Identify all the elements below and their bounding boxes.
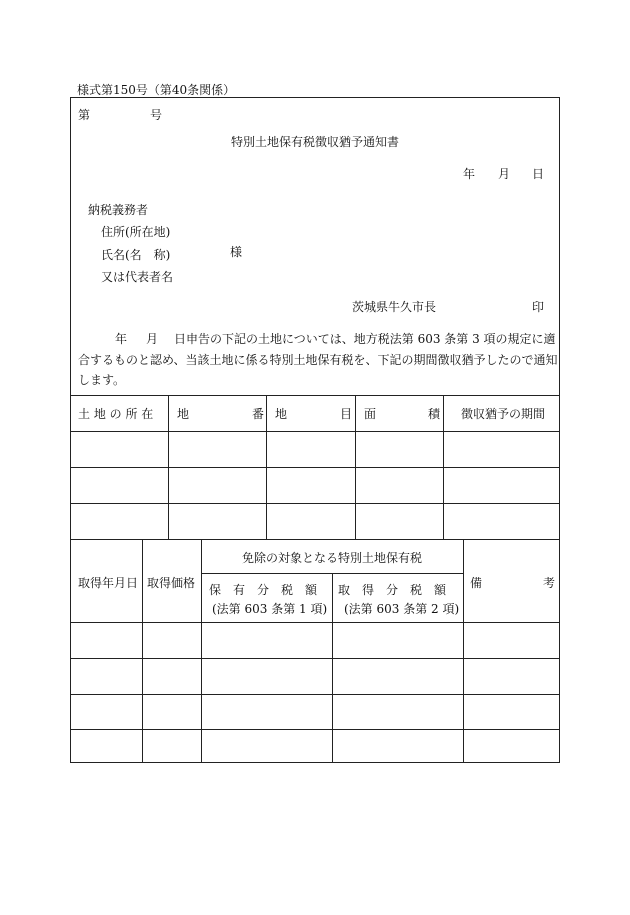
tax-table-row-border [70,729,560,730]
tax-table-col-border [332,573,333,763]
land-category-header-right: 目 [340,407,353,421]
acquisition-tax-header: 取 得 分 税 額 [338,583,447,597]
seal-mark: 印 [532,300,545,314]
tax-table-top-border [70,539,560,540]
acquired-price-header: 取得価格 [147,576,196,590]
land-table-row-border [70,467,560,468]
tax-table-col-border [201,539,202,763]
issuer-name: 茨城県牛久市長 [352,300,437,314]
tax-table-row-border [70,658,560,659]
date-day-label: 日 [532,167,545,181]
land-table-col-border [266,395,267,539]
lot-number-header-right: 番 [252,407,265,421]
name-label: 氏名(名 称) [101,248,171,262]
area-header-left: 面 [364,407,377,421]
tax-table-col-border [463,539,464,763]
land-table-col-border [443,395,444,539]
holding-tax-header: 保 有 分 税 額 [209,583,318,597]
body-text-line1: 日申告の下記の土地については、地方税法第 603 条第 3 項の規定に適 [174,332,556,346]
tax-table-row-border [70,694,560,695]
land-table-col-border [355,395,356,539]
notice-number-prefix: 第 [78,108,91,122]
body-month: 月 [146,332,159,346]
form-number-label: 様式第150号（第40条関係） [77,83,236,97]
representative-label: 又は代表者名 [101,270,174,284]
exempt-tax-header: 免除の対象となる特別土地保有税 [241,551,422,565]
land-category-header-left: 地 [275,407,288,421]
notice-frame [70,97,560,763]
date-year-label: 年 [463,167,476,181]
land-table-row-border [70,503,560,504]
body-text-line3: します。 [78,373,126,387]
lot-number-header-left: 地 [177,407,190,421]
date-month-label: 月 [498,167,511,181]
taxpayer-heading: 納税義務者 [88,203,149,217]
address-label: 住所(所在地) [101,225,171,239]
body-year: 年 [115,332,128,346]
holding-tax-law: (法第 603 条第 1 項) [212,602,328,616]
land-table-col-border [168,395,169,539]
land-table-header-border [70,431,560,432]
remarks-header-left: 備 [470,576,483,590]
land-table-top-border [70,395,560,396]
notice-number-suffix: 号 [150,108,163,122]
remarks-header-right: 考 [543,576,556,590]
area-header-right: 積 [428,407,441,421]
acquired-date-header: 取得年月日 [78,576,139,590]
honorific: 様 [230,245,243,259]
tax-table-header-border [70,622,560,623]
document-title: 特別土地保有税徴収猶予通知書 [230,135,399,149]
body-text-line2: 合するものと認め、当該土地に係る特別土地保有税を、下記の期間徴収猶予したので通知 [78,353,558,367]
tax-table-col-border [142,539,143,763]
acquisition-tax-law: (法第 603 条第 2 項) [344,602,460,616]
deferral-period-header: 徴収猶予の期間 [461,407,546,421]
land-location-header: 土 地 の 所 在 [78,407,154,421]
